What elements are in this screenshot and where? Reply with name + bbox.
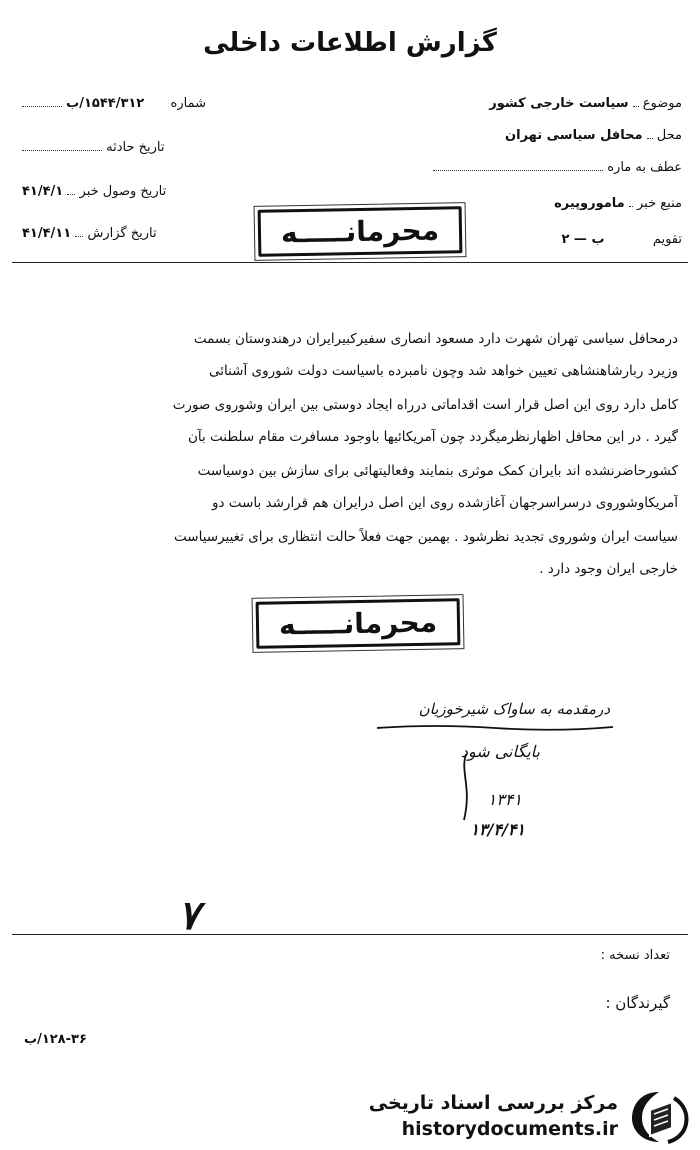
subject-label: موضوع <box>642 96 682 111</box>
subject-field <box>489 96 682 111</box>
recipients-field: گیرندگان : <box>605 994 670 1012</box>
receipt-date-value: ۴۱/۴/۱ <box>22 184 64 199</box>
confidential-stamp-top: محرمانـــــه <box>258 206 463 257</box>
confidential-stamp-bottom: محرمانـــــه <box>256 598 461 649</box>
number-field <box>22 96 206 111</box>
handwritten-stroke <box>456 752 476 822</box>
number-value: ۱۵۴۴/۳۱۲/ب <box>66 96 145 111</box>
body-line: خارجی ایران وجود دارد . <box>539 561 678 577</box>
handwritten-note-1: درمقدمه به ساواک شیرخوزیان <box>418 700 610 718</box>
rating-label: تقویم <box>652 232 682 247</box>
document-code: ۱۲۸-۳۶/ب <box>24 1032 87 1047</box>
handwritten-note-2: بایگانی شود <box>460 742 540 761</box>
note-underline <box>375 722 615 734</box>
report-date-field <box>22 226 157 241</box>
body-line: کامل دارد روی این اصل قرار است اقداماتی درراه ایجاد دوستی بین ایران وشوروی صورت <box>172 397 678 413</box>
body-line: سیاست ایران وشوروی تجدید نظرشود . بهمین جهت فعلاً حالت انتظاری برای تغییرسیاست <box>174 529 678 545</box>
body-line: درمحافل سیاسی تهران شهرت دارد مسعود انصاری سفیرکبیرایران درهندوستان بسمت <box>193 331 678 347</box>
watermark-org-name: مرکز بررسی اسناد تاریخی <box>368 1092 618 1114</box>
footer-divider <box>12 934 688 935</box>
handwritten-note-3: ۱۳۴۱ <box>487 790 522 809</box>
header-divider <box>12 262 688 263</box>
body-line: وزیرد ربارشاهنشاهی تعیین خواهد شد وچون نامبرده باسیاست دولت شوروی آشنائی <box>208 363 678 379</box>
place-value: محافل سیاسی تهران <box>505 128 643 143</box>
rating-field <box>561 232 682 247</box>
subject-value: سیاست خارجی کشور <box>489 96 629 111</box>
place-label: محل <box>656 128 682 143</box>
report-date-label: تاریخ گزارش <box>87 226 157 241</box>
place-field <box>505 128 682 143</box>
copies-field: تعداد نسخه : <box>600 948 670 963</box>
report-title: گزارش اطلاعات داخلی <box>203 28 497 58</box>
number-label: شماره <box>170 96 206 111</box>
body-line: گیرد . در این محافل اظهارنظرمیگردد چون آمریکائیها باوجود مسافرت مقام سلطنت بآن <box>187 429 678 445</box>
receipt-date-label: تاریخ وصول خبر <box>79 184 167 199</box>
event-date-label: تاریخ حادثه <box>106 140 165 155</box>
source-label: منبع خبر <box>637 196 682 211</box>
event-date-field <box>22 140 165 155</box>
reference-label: عطف به ماره <box>607 160 682 175</box>
source-field <box>554 196 682 211</box>
report-date-value: ۴۱/۴/۱۱ <box>22 226 72 241</box>
body-line: کشورحاضرنشده اند بایران کمک موثری بنمایند وفعالیتهائی برای سازش بین دوسیاست <box>197 463 678 479</box>
rating-value: ب — ۲ <box>561 232 605 247</box>
page-mark: ۷ <box>178 892 200 939</box>
handwritten-note-4: ۱۳/۴/۴۱ <box>470 820 525 839</box>
source-value: ماموروپیره <box>554 196 625 211</box>
receipt-date-field <box>22 184 166 199</box>
reference-field <box>433 160 682 175</box>
body-line: آمریکاوشوروی درسراسرجهان آغازشده روی این اصل درایران هم قرارشد باست دو <box>211 495 678 511</box>
watermark-logo-icon <box>628 1088 690 1146</box>
watermark-url: historydocuments.ir <box>401 1118 618 1140</box>
